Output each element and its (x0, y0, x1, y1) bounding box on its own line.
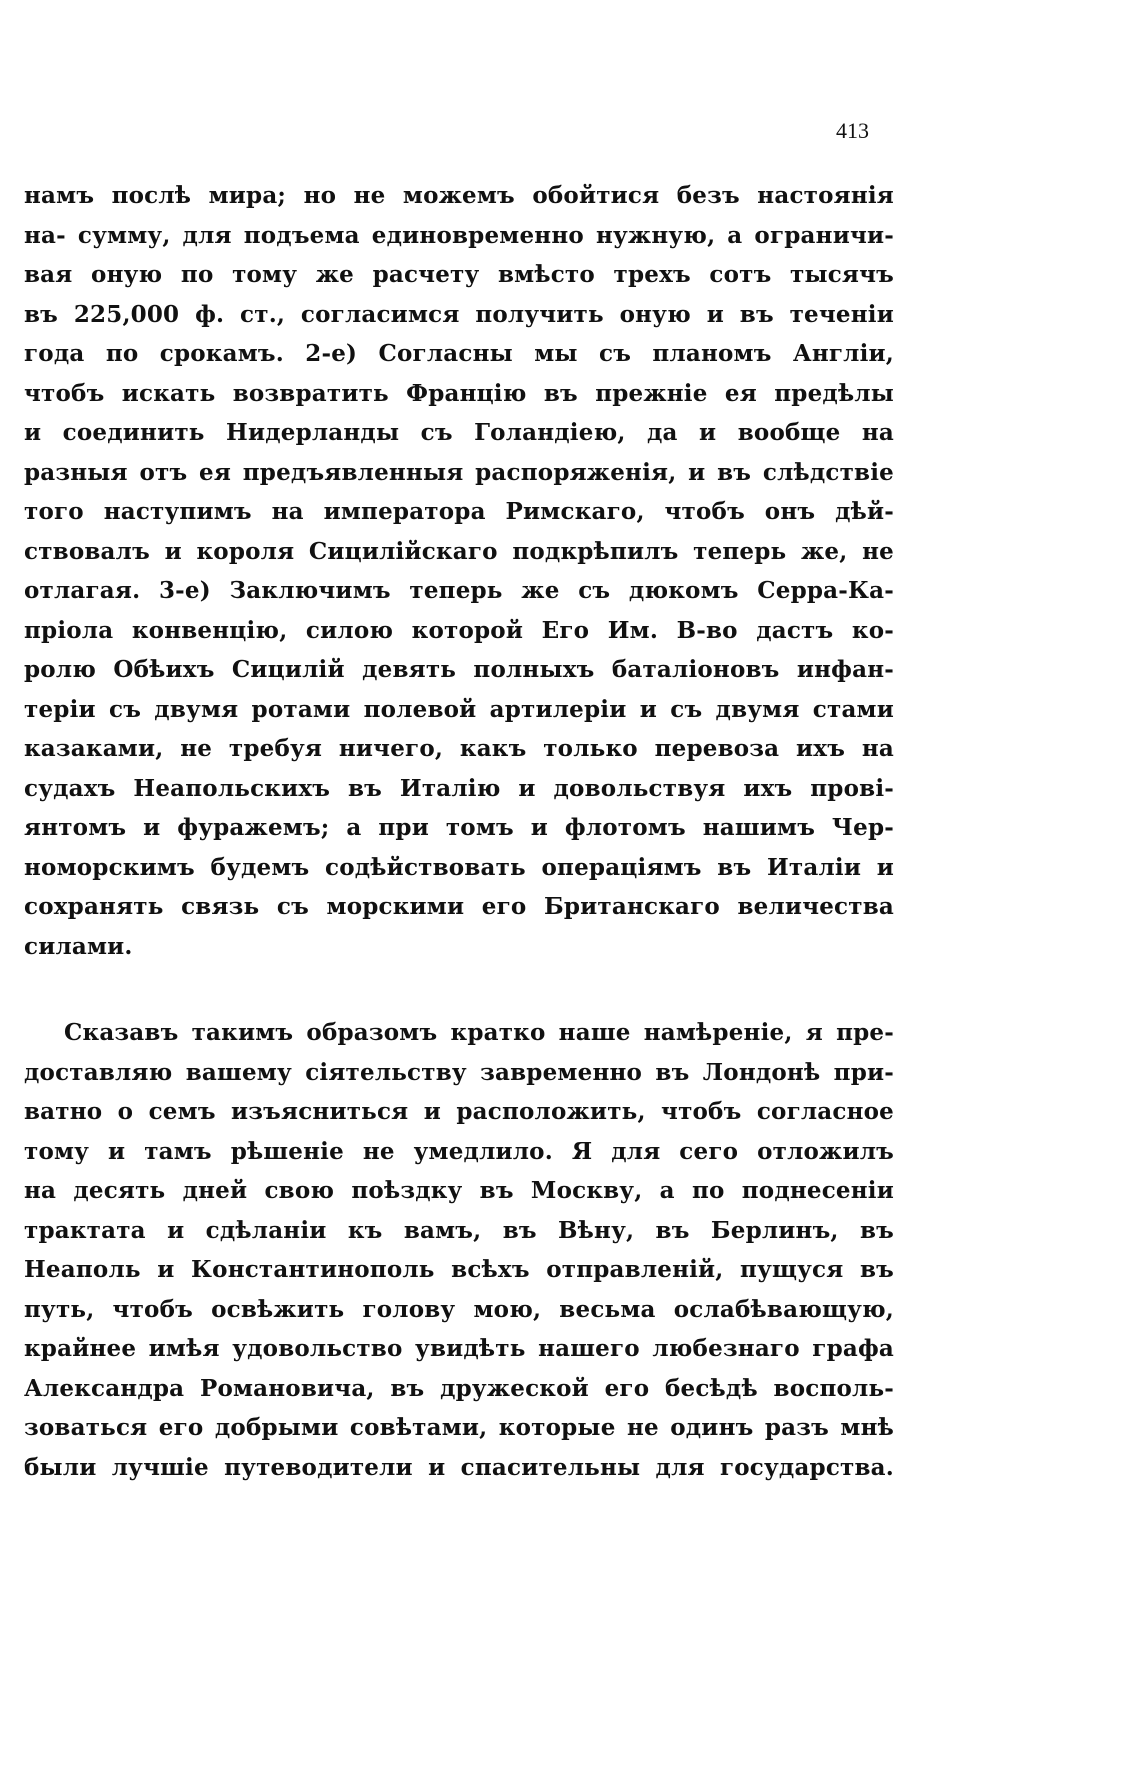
text-line: теріи съ двумя ротами полевой артилеріи и съ двумя стами (24, 695, 894, 723)
text-line: тому и тамъ рѣшеніе не умедлило. Я для сего отложилъ (24, 1137, 894, 1165)
paragraph-2 (24, 1013, 894, 1487)
text-line: вая оную по тому же расчету вмѣсто трехъ сотъ тысячъ (24, 261, 894, 288)
text-line: крайнее имѣя удовольство увидѣть нашего любезнаго графа (24, 1335, 894, 1362)
text-line: ролю Обѣихъ Сицилій девять полныхъ баталіоновъ инфан- (24, 656, 894, 683)
text-line: на десять дней свою поѣздку въ Москву, а по поднесеніи (24, 1177, 894, 1204)
text-line: Александра Романовича, въ дружеской его бесѣдѣ восполь- (24, 1374, 894, 1402)
text-line: янтомъ и фуражемъ; а при томъ и флотомъ нашимъ Чер- (24, 814, 894, 841)
text-line: пріола конвенцію, силою которой Его Им. В-во дастъ ко- (24, 616, 894, 644)
page-number: 413 (836, 118, 869, 143)
text-line: судахъ Неапольскихъ въ Италію и довольствуя ихъ прові- (24, 774, 894, 802)
text-line: зоваться его добрыми совѣтами, которые не одинъ разъ мнѣ (24, 1414, 894, 1441)
text-line: въ 225,000 ф. ст., согласимся получить оную и въ теченіи (24, 300, 894, 328)
text-line: путь, чтобъ освѣжить голову мою, весьма ослабѣвающую, (24, 1295, 894, 1323)
text-line: разныя отъ ея предъявленныя распоряженія, и въ слѣдствіе (24, 458, 894, 486)
text-line: года по срокамъ. 2-е) Согласны мы съ планомъ Англіи, (24, 340, 894, 367)
text-line: доставляю вашему сіятельству завременно въ Лондонѣ при- (24, 1058, 894, 1086)
text-line: сохранять связь съ морскими его Британскаго величества (24, 893, 894, 920)
text-line: того наступимъ на императора Римскаго, чтобъ онъ дѣй- (24, 498, 894, 525)
text-line: были лучшіе путеводители и спасительны для государства. (24, 1453, 894, 1481)
text-line: казаками, не требуя ничего, какъ только перевоза ихъ на (24, 735, 894, 762)
text-line: силами. (24, 932, 133, 960)
text-line: и соединить Нидерланды съ Голандіею, да и вообще на (24, 419, 894, 446)
text-line: намъ послѣ мира; но не можемъ обойтися безъ настоянія (24, 182, 894, 209)
text-line: чтобъ искать возвратить Францію въ прежніе ея предѣлы (24, 379, 894, 407)
text-line: ствовалъ и короля Сицилійскаго подкрѣпилъ теперь же, не (24, 537, 894, 565)
text-line: ватно о семъ изъясниться и расположить, чтобъ согласное (24, 1098, 894, 1125)
text-line: трактата и сдѣланіи къ вамъ, въ Вѣну, въ Берлинъ, въ (24, 1216, 894, 1244)
text-line: номорскимъ будемъ содѣйствовать операціямъ въ Италіи и (24, 853, 894, 881)
text-line: отлагая. 3-е) Заключимъ теперь же съ дюкомъ Серра-Ка- (24, 577, 894, 604)
text-line: на- сумму, для подъема единовременно нужную, а ограничи- (24, 221, 894, 249)
text-line: Сказавъ такимъ образомъ кратко наше намѣреніе, я пре- (64, 1019, 894, 1046)
paragraph-1 (24, 176, 894, 966)
text-line: Неаполь и Константинополь всѣхъ отправленій, пущуся въ (24, 1256, 894, 1283)
